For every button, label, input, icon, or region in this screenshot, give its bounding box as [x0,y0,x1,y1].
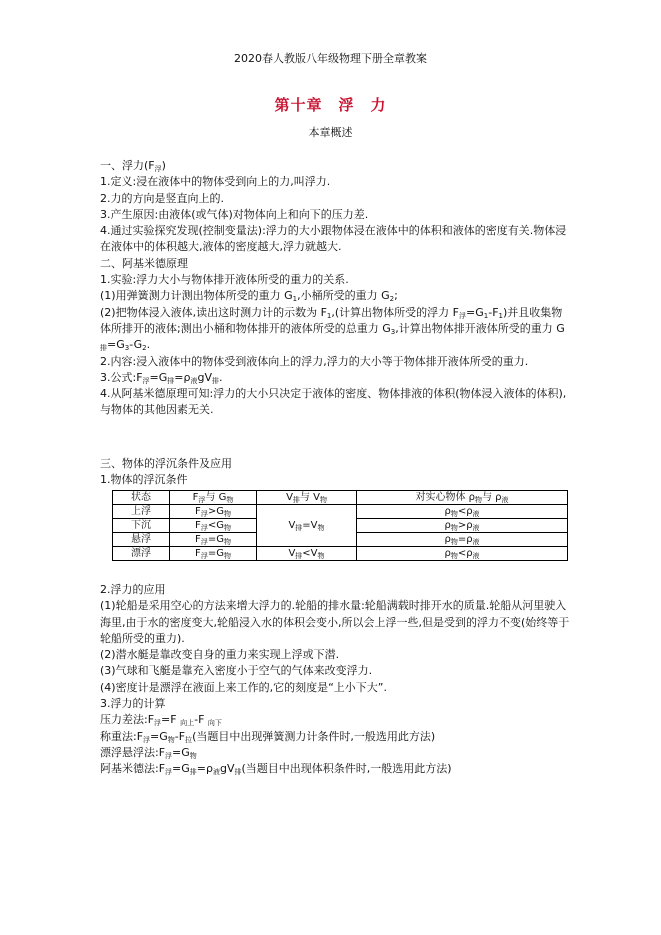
section-heading: 一、浮力$(F_浮)$ [100,159,166,173]
page-header: 2020春人教版八年级物理下册全章教案 [234,52,427,65]
direction-line: 2.力的方向是竖直向上的. [100,191,224,205]
archimedes-method: 阿基米德法$:F_浮=G_排=\rho_液gV_排$(当题目中出现体积条件时,一般选用此方法) [100,762,452,777]
section-buoyancy [100,158,570,419]
section-floating-conditions [100,456,232,488]
step-1: (1)用弹簧测力计测出物体所受的重力 $G_1$,小桶所受的重力 $G_2$; [100,289,398,304]
step-2: (2)把物体浸入液体,读出这时测力计的示数为 $F_1$,(计算出物体所受的浮力 $F_浮=G_1-F_1$)并且收集物体所排开的液体;测出小桶和物体排开的液体所受的总重力 $G_3$,计算出物体排开液体所受的重力 $G_排=G_3-G_2$. [100,305,565,353]
floating-method: 漂浮悬浮法$:F_浮=G_物$ [100,745,197,760]
definition-line: 1.定义:浸在液体中的物体受到向上的力,叫浮力. [100,175,331,189]
weighing-method: 称重法$:F_浮=G_物-F_拉$(当题目中出现弹簧测力计条件时,一般选用此方法) [100,729,436,744]
chapter-title: 第十章 浮 力 [274,96,387,114]
floating-conditions-table [112,490,568,561]
section-heading: 二、阿基米德原理 [100,256,188,270]
subsection-heading: 3.浮力的计算 [100,697,166,711]
table-header-cell: $V_排$与 $V_物$ [257,491,357,505]
subsection-heading: 1.物体的浮沉条件 [100,473,188,486]
ship-paragraph: (1)轮船是采用空心的方法来增大浮力的.轮船的排水量:轮船满载时排开水的质量.轮船从河里驶入海里,由于水的密度变大,轮船浸入水的体积会变小,所以会上浮一些,但是受到的浮力不变(始终等于轮船所受的重力). [100,599,570,645]
table-row: 上浮 $F_浮>G_物$ $V_排=V_物$ $\rho_物<\rho_液$ [113,505,568,519]
cause-line: 3.产生原因:由液体(或气体)对物体向上和向下的压力差. [100,207,369,221]
principle-conclusion: 4.从阿基米德原理可知:浮力的大小只决定于液体的密度、物体排液的体积(物体浸入液体的体积),与物体的其他因素无关. [100,387,567,417]
table-header-cell: 对实心物体 $\rho_物$与 $\rho_液$ [357,491,568,505]
pressure-difference-method: 压力差法$:F_浮=F$ $_{向上}$-F $_{向下}$ [100,713,222,728]
table-header-row [113,491,568,505]
table-header-cell: $F_浮$与 $G_物$ [170,491,257,505]
section-heading: 三、物体的浮沉条件及应用 [100,457,232,470]
experiment-line: 4.通过实验探究发现(控制变量法):浮力的大小跟物体浸在液体中的体积和液体的密度有关.物体浸在液体中的体积越大,液体的密度越大,浮力就越大. [100,224,567,254]
principle-content: 2.内容:浸入液体中的物体受到液体向上的浮力,浮力的大小等于物体排开液体所受的重力. [100,354,529,368]
balloon-line: (3)气球和飞艇是靠充入密度小于空气的气体来改变浮力. [100,664,373,678]
principle-formula: 3.公式$:F_浮=G_排=\rho_液gV_排$. [100,370,223,385]
table-row: 漂浮 $F_浮=G_物$ $V_排<V_物$ $\rho_物<\rho_液$ [113,547,568,561]
table-row: 悬浮 $F_浮=G_物$ $\rho_物=\rho_液$ [113,533,568,547]
chapter-overview-label: 本章概述 [308,126,353,139]
table-header-cell: 状态 [113,491,170,505]
subsection-heading: 2.浮力的应用 [100,583,166,596]
hydrometer-line: (4)密度计是漂浮在液面上来工作的,它的刻度是“上小下大”. [100,680,387,694]
section-applications [100,582,570,778]
submarine-line: (2)潜水艇是靠改变自身的重力来实现上浮或下潜. [100,648,340,662]
merged-volume-cell: $V_排=V_物$ [257,505,357,547]
experiment-title: 1.实验:浮力大小与物体排开液体所受的重力的关系. [100,273,349,287]
table-row: 下沉 $F_浮<G_物$ $\rho_物>\rho_液$ [113,519,568,533]
